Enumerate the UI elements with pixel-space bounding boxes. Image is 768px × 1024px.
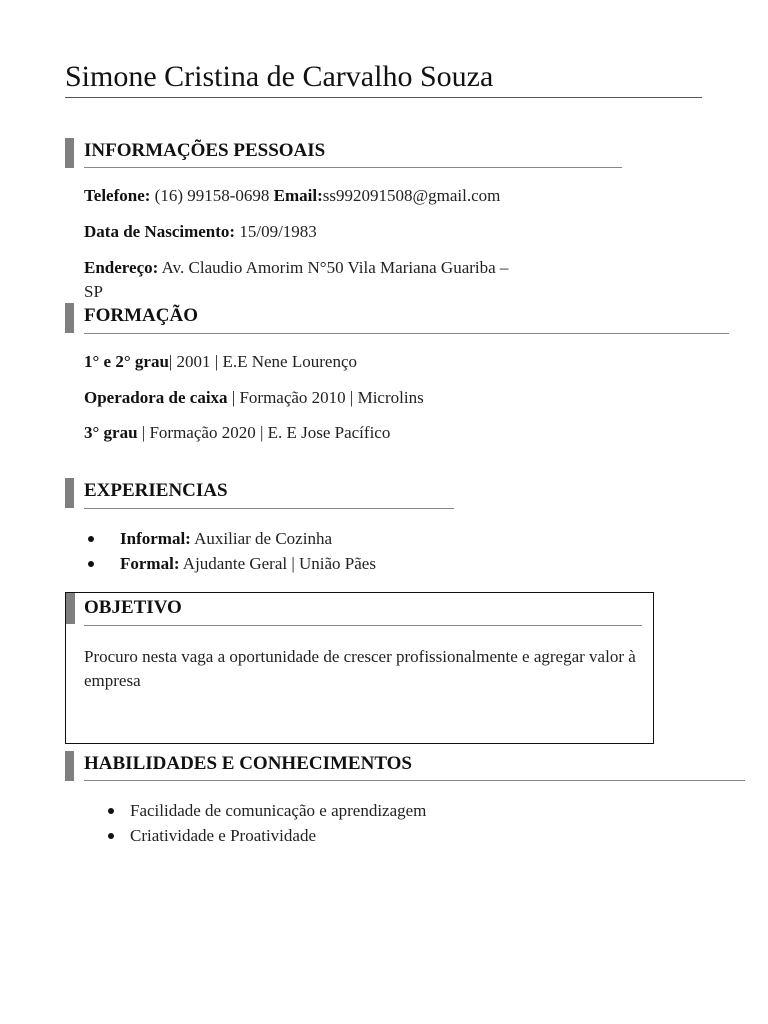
section-marker (65, 138, 74, 168)
address-continuation: SP (84, 282, 103, 301)
section-marker (65, 303, 74, 333)
phone-label: Telefone: (84, 186, 151, 205)
education-item (84, 352, 357, 372)
education-item-text: | Formação 2020 | E. E Jose Pacífico (137, 423, 391, 442)
education-item-label: 1° e 2° grau (84, 352, 169, 371)
address-value: Av. Claudio Amorim N°50 Vila Mariana Guariba – (161, 258, 509, 277)
experience-item (120, 529, 332, 549)
section-title-experience: EXPERIENCIAS (84, 480, 228, 501)
candidate-name: Simone Cristina de Carvalho Souza (65, 60, 494, 93)
section-title-objective: OBJETIVO (84, 597, 182, 618)
education-item-label: 3° grau (84, 423, 138, 442)
birth-value: 15/09/1983 (239, 222, 317, 241)
bullet-icon (108, 833, 114, 839)
address-line (84, 258, 508, 278)
section-divider (84, 333, 729, 334)
objective-text: Procuro nesta vaga a oportunidade de crescer profissionalmente e agregar valor à empresa (84, 647, 636, 690)
education-item (84, 423, 390, 443)
skill-item: Facilidade de comunicação e aprendizagem (130, 801, 427, 820)
section-divider (84, 625, 642, 626)
bullet-icon (108, 808, 114, 814)
experience-item-text: Auxiliar de Cozinha (190, 529, 332, 548)
birth-line (84, 222, 317, 242)
birth-label: Data de Nascimento: (84, 222, 236, 241)
education-item (84, 388, 424, 408)
experience-item-label: Formal: (120, 554, 180, 573)
experience-item-label: Informal: (120, 529, 191, 548)
phone-value: (16) 99158-0698 (154, 186, 270, 205)
email-label: Email: (273, 186, 323, 205)
section-title-education: FORMAÇÃO (84, 305, 198, 326)
experience-item (120, 554, 376, 574)
education-item-label: Operadora de caixa (84, 388, 228, 407)
section-marker (65, 751, 74, 781)
section-title-skills: HABILIDADES E CONHECIMENTOS (84, 753, 413, 774)
bullet-icon (88, 561, 94, 567)
email-value: ss992091508@gmail.com (322, 186, 501, 205)
section-marker (66, 593, 75, 624)
section-title-personal: INFORMAÇÕES PESSOAIS (84, 140, 326, 161)
section-divider (84, 780, 745, 781)
section-divider (84, 508, 454, 509)
bullet-icon (88, 536, 94, 542)
section-marker (65, 478, 74, 508)
education-item-text: | 2001 | E.E Nene Lourenço (168, 352, 357, 371)
phone-email-line (84, 186, 500, 206)
experience-item-text: Ajudante Geral | União Pães (179, 554, 376, 573)
education-item-text: | Formação 2010 | Microlins (227, 388, 424, 407)
name-divider (65, 97, 702, 98)
address-label: Endereço: (84, 258, 159, 277)
skill-item: Criatividade e Proatividade (130, 826, 316, 845)
section-divider (84, 167, 622, 168)
